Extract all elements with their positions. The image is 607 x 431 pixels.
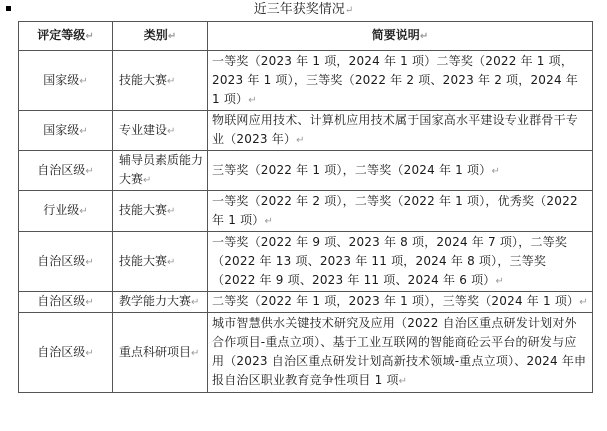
table-row: [19, 191, 593, 232]
category-cell: 重点科研项目↵: [113, 313, 208, 393]
description-cell: 三等奖（2022 年 1 项），二等奖（2024 年 1 项）↵: [208, 151, 593, 191]
category-cell: 辅导员素质能力大赛↵: [113, 151, 208, 191]
level-cell: 自治区级↵: [19, 232, 113, 292]
table-row: [19, 151, 593, 191]
description-cell: 城市智慧供水关键技术研究及应用（2022 自治区重点研发计划对外合作项目-重点立项）、基于工业互联网的智能商砼云平台的研发与应用（2023 自治区重点研发计划高新技术领域-重点立项）、2024 年申报自治区职业教育竞争性项目 1 项↵: [208, 313, 593, 393]
table-row: [19, 111, 593, 151]
category-cell: 教学能力大赛↵: [113, 292, 208, 313]
table-title: 近三年获奖情况↵: [253, 2, 354, 17]
level-cell: 国家级↵: [19, 111, 113, 151]
description-cell: 物联网应用技术、计算机应用技术属于国家高水平建设专业群骨干专业（2023 年）↵: [208, 111, 593, 151]
table-row: [19, 232, 593, 292]
table-row: [19, 313, 593, 393]
description-cell: 一等奖（2022 年 2 项），二等奖（2022 年 1 项），优秀奖（2022 年 1 项）↵: [208, 191, 593, 232]
description-cell: 一等奖（2022 年 9 项、2023 年 8 项，2024 年 7 项），二等奖（2022 年 13 项、2023 年 11 项，2024 年 8 项），三等奖（2022 年 9 项、2023 年 11 项、2024 年 6 项）↵: [208, 232, 593, 292]
level-cell: 国家级↵: [19, 51, 113, 111]
header-category: 类别↵: [113, 22, 208, 51]
level-cell: 行业级↵: [19, 191, 113, 232]
description-cell: 一等奖（2023 年 1 项，2024 年 1 项）二等奖（2022 年 1 项，2023 年 1 项），三等奖（2022 年 2 项、2023 年 2 项，2024 年 1 项）↵: [208, 51, 593, 111]
table-header-row: [19, 22, 593, 51]
category-cell: 技能大赛↵: [113, 232, 208, 292]
table-row: [19, 292, 593, 313]
header-description: 简要说明↵: [208, 22, 593, 51]
awards-table: [18, 21, 593, 393]
category-cell: 技能大赛↵: [113, 191, 208, 232]
level-cell: 自治区级↵: [19, 292, 113, 313]
header-level: 评定等级↵: [19, 22, 113, 51]
description-cell: 二等奖（2022 年 1 项，2023 年 1 项），三等奖（2024 年 1 项）↵: [208, 292, 593, 313]
category-cell: 专业建设↵: [113, 111, 208, 151]
level-cell: 自治区级↵: [19, 151, 113, 191]
level-cell: 自治区级↵: [19, 313, 113, 393]
category-cell: 技能大赛↵: [113, 51, 208, 111]
table-row: [19, 51, 593, 111]
